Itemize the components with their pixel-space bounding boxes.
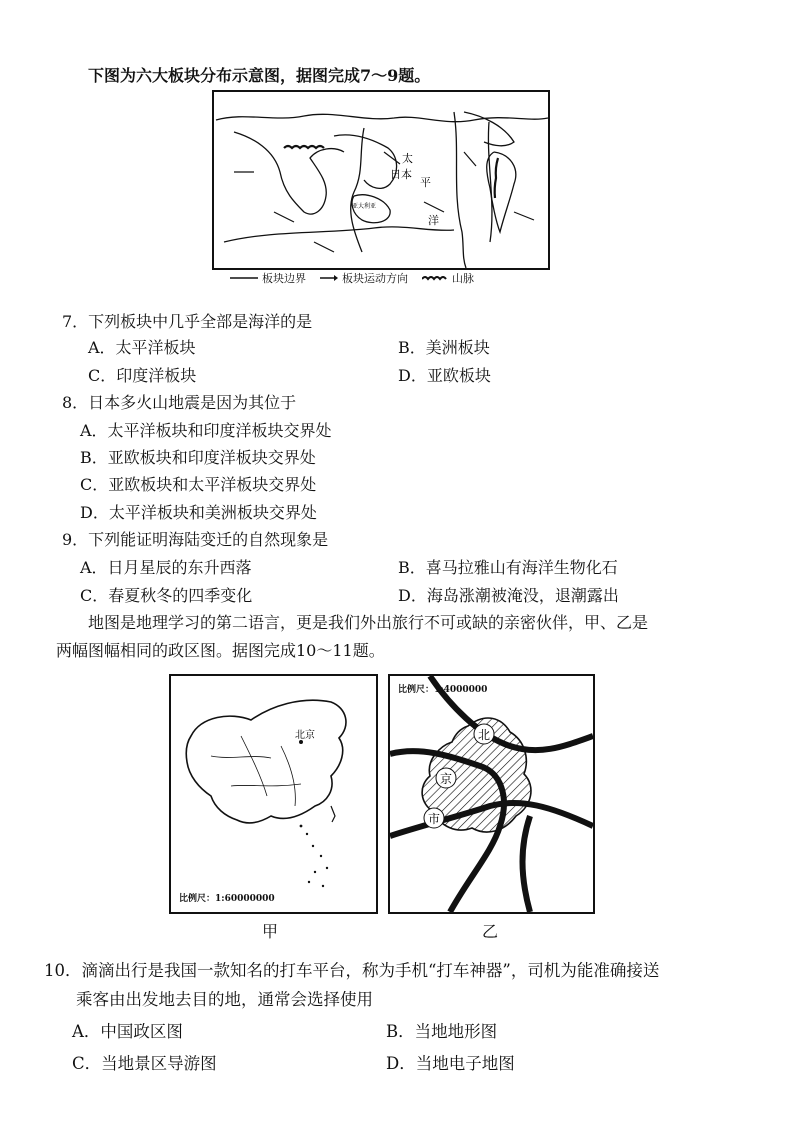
legend-direction — [320, 270, 408, 286]
q9-option-c: C．春夏秋冬的四季变化 — [80, 586, 253, 605]
legend-boundary — [230, 270, 306, 286]
legend-boundary-label: 板块边界 — [262, 272, 306, 285]
q7-option-d: D．亚欧板块 — [398, 366, 491, 385]
plate-map — [212, 90, 550, 270]
q7-option-b: B．美洲板块 — [398, 338, 490, 357]
map-yi-scale: 比例尺：1:4000000 — [398, 685, 488, 695]
label-australia: 亚大利亚 — [352, 203, 377, 210]
q7-stem: 7．下列板块中几乎全部是海洋的是 — [62, 312, 313, 331]
q10-option-a: A．中国政区图 — [72, 1022, 183, 1041]
q8-option-b: B．亚欧板块和印度洋板块交界处 — [80, 448, 316, 467]
plate-boundary-pacific-east — [454, 112, 466, 268]
plate-boundary-indian — [351, 128, 364, 252]
intro-text-2-line2: 两幅图幅相同的政区图。据图完成10～11题。 — [56, 641, 385, 660]
landmass-asia — [334, 135, 397, 188]
map-jia-drawing — [171, 676, 376, 912]
taiwan-island — [331, 806, 335, 822]
q10-stem-line2: 乘客由出发地去目的地，通常会选择使用 — [76, 990, 373, 1009]
plate-map-legend — [230, 270, 474, 286]
landmass-south-america — [487, 152, 516, 232]
label-yang: 洋 — [428, 214, 439, 227]
map-jia-beijing-label: 北京 — [295, 730, 315, 741]
q8-option-d: D．太平洋板块和美洲板块交界处 — [80, 503, 317, 522]
plate-map-drawing — [214, 92, 548, 268]
q7-option-a: A．太平洋板块 — [88, 338, 196, 357]
q7-option-c: C．印度洋板块 — [88, 366, 197, 385]
q8-option-a: A．太平洋板块和印度洋板块交界处 — [80, 421, 332, 440]
mountain-andes — [495, 158, 498, 198]
map-jia-caption: 甲 — [262, 922, 279, 941]
legend-mountain-label: 山脉 — [452, 272, 474, 285]
map-yi — [388, 674, 595, 914]
intro-text-2-line1: 地图是地理学习的第二语言，更是我们外出旅行不可或缺的亲密伙伴，甲、乙是 — [88, 613, 649, 632]
plate-boundary-south — [224, 227, 454, 242]
map-jia — [169, 674, 378, 914]
plate-boundary-north — [216, 114, 548, 121]
map-yi-shi: 市 — [428, 812, 441, 826]
map-yi-drawing — [390, 676, 593, 912]
label-tai: 太 — [402, 152, 413, 165]
q8-option-c: C．亚欧板块和太平洋板块交界处 — [80, 475, 317, 494]
intro-text-1: 下图为六大板块分布示意图，据图完成7～9题。 — [88, 66, 431, 85]
legend-mountain — [422, 270, 474, 286]
q9-option-b: B．喜马拉雅山有海洋生物化石 — [398, 558, 618, 577]
map-jia-scale: 比例尺：1:60000000 — [179, 894, 275, 904]
q8-stem: 8．日本多火山地震是因为其位于 — [62, 393, 297, 412]
map-yi-bei: 北 — [478, 728, 491, 742]
q10-option-c: C．当地景区导游图 — [72, 1054, 217, 1073]
road-band-4 — [523, 816, 531, 912]
legend-direction-label: 板块运动方向 — [342, 272, 408, 285]
q9-stem: 9．下列能证明海陆变迁的自然现象是 — [62, 530, 329, 549]
china-outline — [186, 700, 346, 823]
landmass-africa-europe — [234, 132, 344, 214]
province-lines — [211, 736, 301, 806]
q9-option-a: A．日月星辰的东升西落 — [80, 558, 252, 577]
q10-stem-line1: 10．滴滴出行是我国一款知名的打车平台，称为手机“打车神器”，司机为能准确接送 — [44, 961, 660, 980]
map-yi-caption: 乙 — [482, 922, 499, 941]
mountain-himalaya — [284, 146, 324, 148]
south-china-sea-islands — [300, 825, 329, 888]
label-ping: 平 — [420, 176, 431, 189]
label-japan: 日本 — [390, 168, 412, 181]
q9-option-d: D．海岛涨潮被淹没，退潮露出 — [398, 586, 619, 605]
q10-option-b: B．当地地形图 — [386, 1022, 498, 1041]
map-yi-jing: 京 — [440, 772, 453, 786]
q10-option-d: D．当地电子地图 — [386, 1054, 515, 1073]
